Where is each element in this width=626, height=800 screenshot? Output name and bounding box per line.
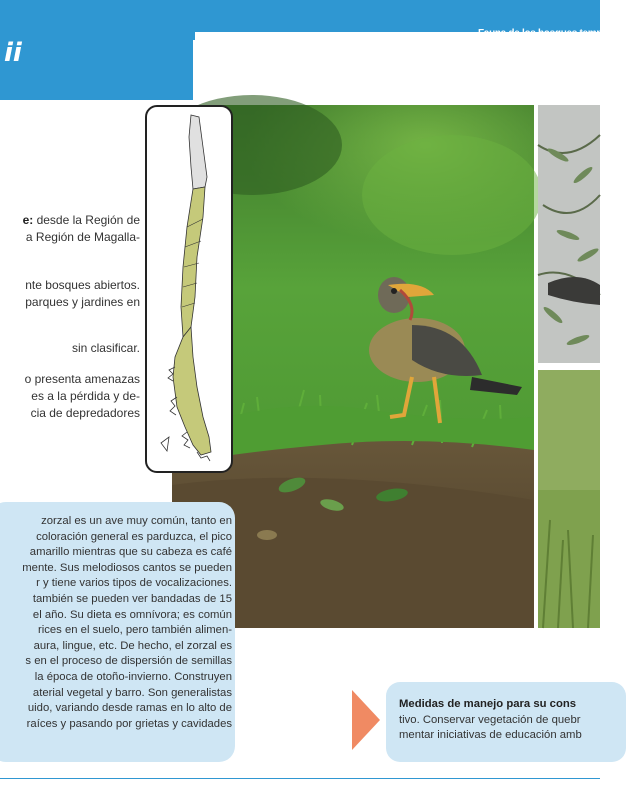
management-text — [399, 697, 609, 744]
description-line: el año. Su dieta es omnívora; es común — [32, 608, 232, 621]
habitat-text-2: parques y jardines en — [25, 295, 140, 309]
description-line: zorzal es un ave muy común, tanto en — [41, 515, 232, 527]
description-line: uido, variando desde ramas en lo alto de — [27, 702, 232, 715]
description-line: r y tiene varios tipos de vocalizaciones. — [36, 577, 232, 590]
section-title: Fauna de los bosques templad — [478, 28, 616, 39]
threats-text-3: cia de depredadores — [30, 406, 140, 420]
description-text — [0, 514, 232, 732]
distribution-map — [145, 105, 233, 473]
description-line: la época de otoño-invierno. Construyen — [34, 670, 232, 683]
page-header — [0, 0, 616, 100]
header-rule-vertical — [193, 40, 195, 100]
thrush-photo-secondary-top — [538, 105, 600, 363]
management-line-3: mentar iniciativas de educación amb — [399, 729, 582, 741]
description-line: raíces y pasando por grietas y cavidades — [26, 717, 232, 730]
description-line: rices en el suelo, pero también alimen- — [37, 624, 232, 637]
management-title: Medidas de manejo para su cons — [399, 698, 577, 710]
habitat-text-1: nte bosques abiertos. — [25, 278, 140, 292]
management-line-2: tivo. Conservar vegetación de quebr — [399, 713, 581, 726]
description-line: amarillo mientras que su cabeza es café — [29, 546, 232, 559]
description-line: también se pueden ver bandadas de 15 — [32, 592, 232, 605]
chile-map-illustration — [147, 107, 231, 471]
distribution-info — [0, 212, 140, 246]
header-title-block — [0, 0, 195, 100]
description-line: aura, lingue, etc. De hecho, el zorzal es — [33, 639, 232, 652]
distribution-text-2: a Región de Magalla- — [25, 230, 140, 244]
header-curve — [195, 32, 600, 100]
threats-text-1: o presenta amenazas — [24, 372, 140, 386]
distribution-text-1: desde la Región de — [33, 213, 140, 227]
thrush-photo-secondary-bottom — [538, 370, 600, 628]
threats-text-2: es a la pérdida y de- — [31, 389, 140, 403]
grass-photo-illustration — [538, 370, 600, 628]
arrow-icon — [352, 690, 380, 750]
description-line: s en el proceso de dispersión de semillas — [25, 655, 232, 668]
distribution-label: e: — [22, 213, 34, 227]
conservation-status — [0, 340, 140, 357]
description-line: aterial vegetal y barro. Son generalistas — [32, 686, 232, 699]
description-line: mente. Sus melodiosos cantos se pueden — [22, 561, 232, 574]
status-text: sin clasificar. — [71, 341, 140, 355]
description-line: coloración general es parduzca, el pico — [36, 530, 232, 543]
species-name-title: ii — [4, 38, 22, 68]
habitat-info — [0, 277, 140, 311]
threats-info — [0, 371, 140, 422]
branch-photo-illustration — [538, 105, 600, 363]
footer-rule — [0, 778, 600, 779]
